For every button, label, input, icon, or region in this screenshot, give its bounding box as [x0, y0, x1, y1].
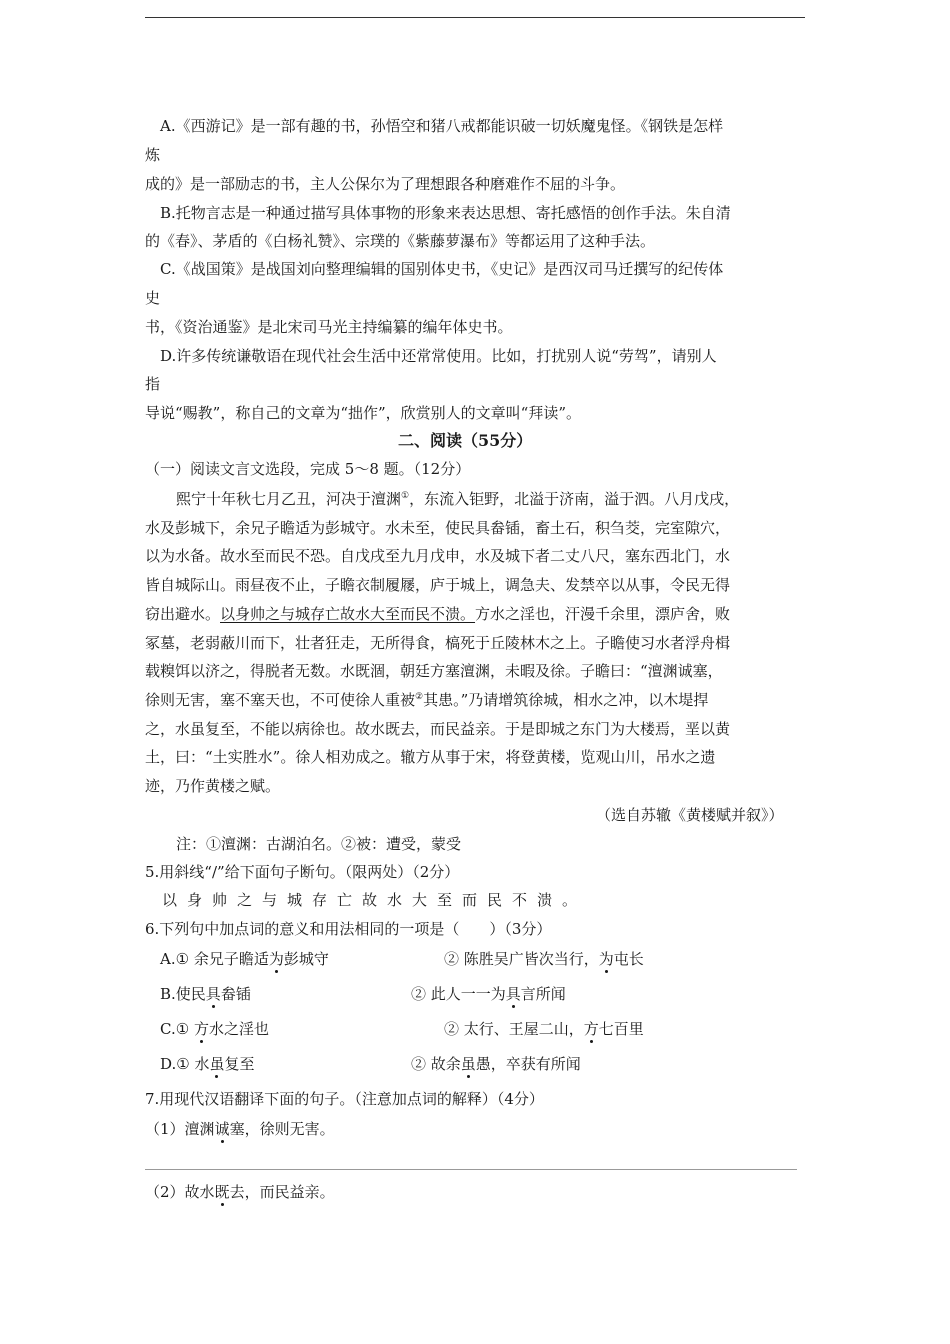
passage-line-6: 冢墓，老弱蔽川而下，壮者狂走，无所得食，槁死于丘陵林木之上。子瞻使习水者浮舟楫 — [145, 634, 731, 652]
dotted-word: 虽 — [460, 1055, 476, 1073]
header-rule — [145, 17, 805, 18]
passage-line-3: 以为水备。故水至而民不恐。自戊戌至九月戊申，水及城下者二丈八尺，塞东西北门，水 — [145, 547, 731, 565]
question-7-stem: 7.用现代汉语翻译下面的句子。（注意加点词的解释）（4分） — [145, 1090, 544, 1108]
option-b-line-2: 的《春》、茅盾的《白杨礼赞》、宗璞的《紫藤萝瀑布》等都运用了这种手法。 — [145, 232, 656, 250]
passage-line-4: 皆自城际山。雨昼夜不止，子瞻衣制履屦，庐于城上，调急夫、发禁卒以从事，令民无得 — [145, 576, 731, 594]
option-a-line-1: A.《西游记》是一部有趣的书，孙悟空和猪八戒都能识破一切妖魔鬼怪。《钢铁是怎样 — [160, 117, 724, 135]
passage-line-2: 水及彭城下，余兄子瞻适为彭城守。水未至，使民具畚锸，畜土石，积刍茭，完室隙穴， — [145, 519, 731, 537]
question-7-sentence-1: （1）澶渊诚塞，徐则无害。 — [145, 1120, 335, 1138]
q6-option-a-2: ② 陈胜吴广皆次当行，为屯长 — [444, 950, 644, 968]
passage-line-7: 载糗饵以济之，得脱者无数。水既涸，朝廷方塞澶渊，未暇及徐。子瞻曰：“澶渊诚塞， — [145, 662, 723, 680]
question-5-sentence: 以身帅之与城存亡故水大至而民不溃。 — [162, 891, 588, 909]
q6-option-d-1: D.① 水虽复至 — [160, 1055, 255, 1073]
passage-source: （选自苏辙《黄楼赋并叙》） — [596, 806, 784, 824]
dotted-word: 为 — [268, 950, 284, 968]
footnote-marker-2: ② — [415, 692, 424, 702]
passage-notes: 注：①澶渊：古湖泊名。②被：遭受，蒙受 — [176, 835, 462, 853]
q6-option-b-1: B.使民具畚锸 — [160, 985, 251, 1003]
passage-line-5: 窃出避水。以身帅之与城存亡故水大至而民不溃。方水之淫也，汗漫千余里，漂庐舍，败 — [145, 605, 731, 623]
dotted-word: 方 — [193, 1020, 209, 1038]
q6-option-c-1: C.① 方水之淫也 — [160, 1020, 269, 1038]
option-c-line-2: 史 — [145, 289, 161, 307]
dotted-word: 具 — [205, 985, 221, 1003]
dotted-word: 诚 — [214, 1120, 230, 1138]
dotted-word: 既 — [214, 1183, 230, 1201]
passage-line-8: 徐则无害，塞不塞天也，不可使徐人重被②其患。”乃请增筑徐城，相水之冲，以木堤捍 — [145, 691, 709, 709]
option-a-line-2: 炼 — [145, 146, 161, 164]
dotted-word: 方 — [583, 1020, 599, 1038]
underlined-sentence: 以身帅之与城存亡故水大至而民不溃。 — [220, 605, 476, 623]
dotted-word: 具 — [505, 985, 521, 1003]
question-7-sentence-2: （2）故水既去，而民益亲。 — [145, 1183, 335, 1201]
q6-option-d-2: ② 故余虽愚，卒获有所闻 — [411, 1055, 581, 1073]
footnote-marker-1: ① — [401, 491, 410, 501]
q6-option-a-1: A.① 余兄子瞻适为彭城守 — [160, 950, 329, 968]
option-d-line-3: 导说“赐教”，称自己的文章为“拙作”，欣赏别人的文章叫“拜读”。 — [145, 404, 582, 422]
dotted-word: 虽 — [209, 1055, 225, 1073]
section-subtitle: （一）阅读文言文选段，完成 5～8 题。（12分） — [145, 460, 471, 478]
passage-line-9: 之，水虽复至，不能以病徐也。故水既去，而民益亲。于是即城之东门为大楼焉，垩以黄 — [145, 720, 731, 738]
q6-option-c-2: ② 太行、王屋二山，方七百里 — [444, 1020, 644, 1038]
section-title: 二、阅读（55分） — [398, 431, 533, 450]
option-c-line-1: C.《战国策》是战国刘向整理编辑的国别体史书，《史记》是西汉司马迁撰写的纪传体 — [160, 260, 724, 278]
option-c-line-3: 书，《资治通鉴》是北宋司马光主持编纂的编年体史书。 — [145, 318, 513, 336]
answer-line — [145, 1169, 797, 1170]
option-a-line-3: 成的》是一部励志的书，主人公保尔为了理想跟各种磨难作不屈的斗争。 — [145, 175, 626, 193]
passage-line-11: 迹，乃作黄楼之赋。 — [145, 777, 281, 795]
passage-line-10: 土，曰：“土实胜水”。徐人相劝成之。辙方从事于宋，将登黄楼，览观山川，吊水之遗 — [145, 748, 716, 766]
passage-line-1: 熙宁十年秋七月乙丑，河决于澶渊①，东流入钜野，北溢于济南，溢于泗。八月戊戌， — [176, 490, 740, 508]
question-5-stem: 5.用斜线“/”给下面句子断句。（限两处）（2分） — [145, 863, 460, 881]
option-d-line-1: D.许多传统谦敬语在现代社会生活中还常常使用。比如，打扰别人说“劳驾”，请别人 — [160, 347, 717, 365]
q6-option-b-2: ② 此人一一为具言所闻 — [411, 985, 566, 1003]
option-b-line-1: B.托物言志是一种通过描写具体事物的形象来表达思想、寄托感悟的创作手法。朱自清 — [160, 204, 731, 222]
option-d-line-2: 指 — [145, 375, 161, 393]
question-6-stem: 6.下列句中加点词的意义和用法相同的一项是（ ）（3分） — [145, 920, 552, 938]
dotted-word: 为 — [598, 950, 614, 968]
